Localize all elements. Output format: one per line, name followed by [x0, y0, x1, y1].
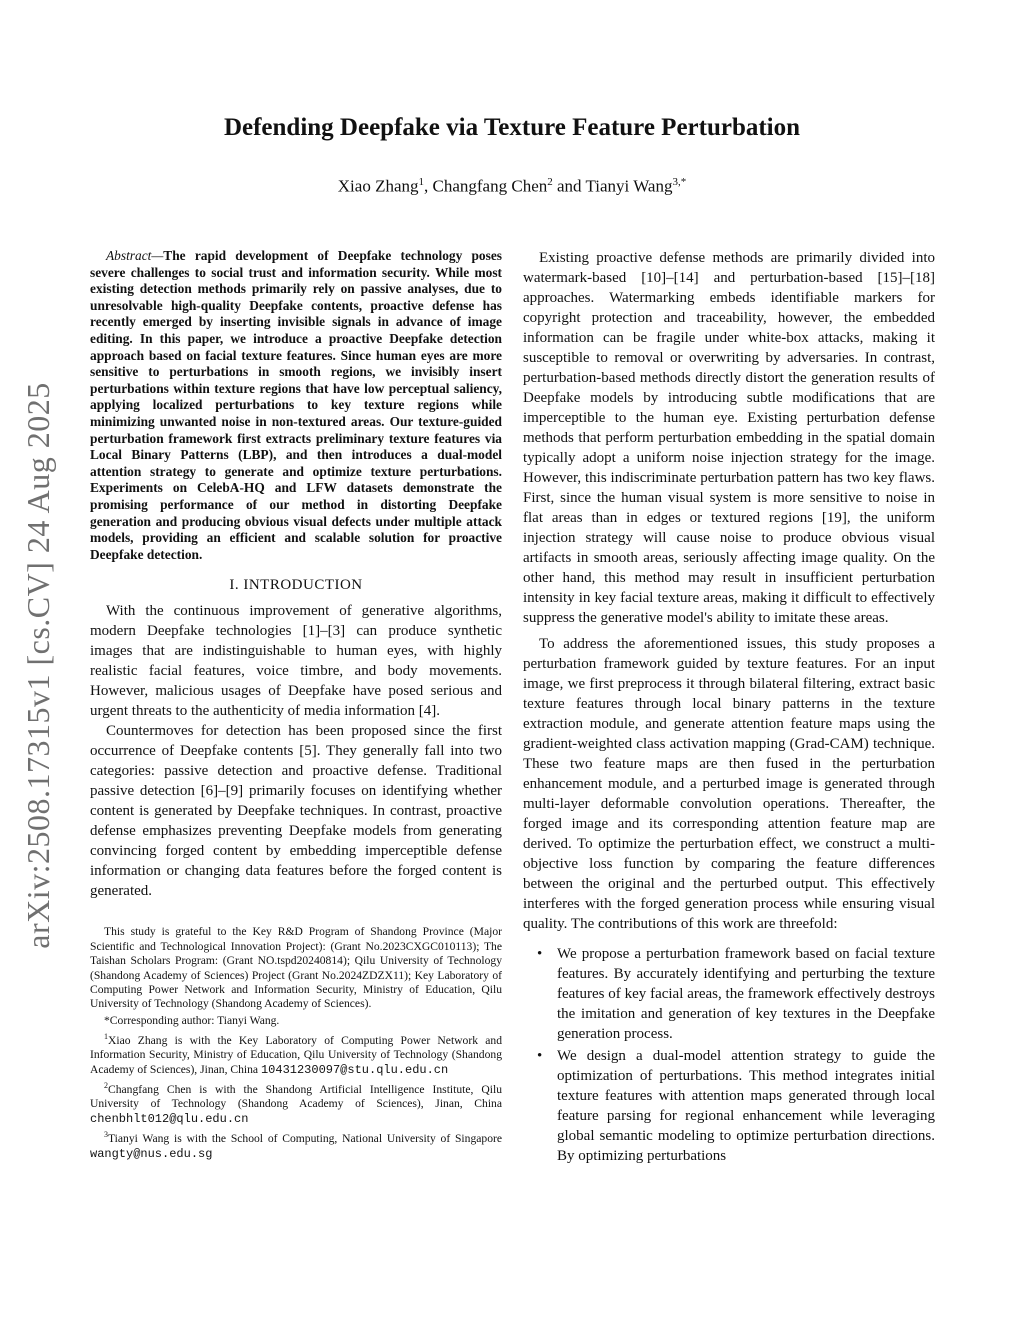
contribution-item — [523, 944, 935, 1044]
author-affiliation-mark: 3,* — [672, 176, 687, 188]
contribution-text: We design a dual-model attention strategy to guide the optimization of perturbations. This method integrates initial texture features with attention maps generated through local feature parsing for regional enhancement while leveraging global semantic modeling to optimize perturbation directions. By optimizing perturbations — [557, 1048, 935, 1164]
footnote-text: Tianyi Wang is with the School of Computing, National University of Singapore — [108, 1132, 502, 1146]
affiliation-footnote-2 — [90, 1079, 502, 1126]
paper-title: Defending Deepfake via Texture Feature Perturbation — [223, 114, 801, 141]
abstract-text: The rapid development of Deepfake technology poses severe challenges to social trust and information security. While most existing detection methods primarily rely on passive analyses, due to unresolvable high-quality Deepfake contents, proactive defense has recently emerged by inserting invisible signals in advance of image editing. In this paper, we introduce a proactive Deepfake detection approach based on facial texture features. Since human eyes are more sensitive to perturbations in smooth regions, we invisibly insert perturbations within texture regions that have low perceptual saliency, applying localized perturbations to key texture regions while minimizing unwanted noise in non-textured areas. Our texture-guided perturbation framework first extracts preliminary texture features via Local Binary Patterns (LBP), and then introduces a dual-model attention strategy to generate and optimize texture perturbations. Experiments on CelebA-HQ and LFW datasets demonstrate the promising performance of our method in distorting Deepfake generation and producing obvious visual defects under multiple attack models, providing an efficient and scalable solution for proactive Deepfake detection. — [90, 248, 502, 562]
body-paragraph-2: To address the aforementioned issues, this study proposes a perturbation framework guided by texture features. For an input image, we first preprocess it through bilateral filtering, extract basic texture features through local binary patterns in the texture extraction module, and generate attention feature maps using the gradient-weighted class activation mapping (Grad-CAM) technique. These two feature maps are then fused in the perturbation enhancement module, and a perturbed image is generated through multi-layer deformable convolution operations. Thereafter, the forged image and its corresponding attention feature map are derived. To optimize the perturbation effect, we construct a multi-objective loss function by comparing the feature differences between the original and the perturbed output. This effectively interferes with the forged generation process while ensuring visual quality. The contributions of this work are threefold: — [523, 636, 935, 932]
footnote-text: Changfang Chen is with the Shandong Artificial Intelligence Institute, Qilu University of Technology (Shandong Academy of Sciences), Jinan, China — [90, 1083, 502, 1111]
author-affiliation-mark: 1 — [418, 176, 425, 188]
abstract — [90, 248, 502, 563]
author-name: Tianyi Wang — [585, 176, 673, 196]
footnotes — [90, 925, 502, 1161]
footnote-mark: 3 — [104, 1130, 108, 1140]
left-column — [90, 248, 502, 1163]
affiliation-footnote-3 — [90, 1128, 502, 1161]
author-email-link[interactable]: 10431230097@stu.qlu.edu.cn — [260, 1062, 449, 1077]
author-list — [0, 176, 1024, 197]
right-column — [523, 248, 935, 1168]
arxiv-identifier-text: arXiv:2508.17315v1 [cs.CV] 24 Aug 2025 — [19, 381, 56, 949]
intro-paragraph-1: With the continuous improvement of generative algorithms, modern Deepfake technologies [1]–[3] can produce synthetic images that are indistinguishable to human eyes, with highly realistic facial features, voice timbre, and body movements. However, malicious usages of Deepfake have posed serious and urgent threats to the authenticity of media information [4]. — [90, 603, 502, 720]
bullet-icon: • — [537, 1048, 543, 1064]
author-name: Xiao Zhang — [337, 176, 419, 196]
author-email-link[interactable]: chenbhlt012@qlu.edu.cn — [90, 1111, 249, 1126]
corresponding-author-footnote: *Corresponding author: Tianyi Wang. — [104, 1013, 280, 1027]
author-affiliation-mark: 2 — [547, 176, 553, 188]
bullet-icon: • — [537, 946, 543, 962]
author-separator: , — [424, 176, 433, 196]
author-separator: and — [552, 176, 586, 196]
footnote-mark: 2 — [104, 1081, 108, 1091]
arxiv-identifier-stamp — [8, 365, 68, 965]
body-paragraph-1: Existing proactive defense methods are primarily divided into watermark-based [10]–[14] and perturbation-based [15]–[18] approaches. Watermarking embeds identifiable markers for copyright protection and traceability, however, the embedded information can be fragile under white-box attacks, making it susceptible to removal or overwriting by adversaries. In contrast, perturbation-based methods directly distort the generation results of Deepfake models by introducing subtle modifications that are imperceptible to the human eye. Existing perturbation defense methods that perform perturbation embedding in the spatial domain typically adopt a uniform noise injection strategy for the image. However, this indiscriminate perturbation pattern has two key flaws. First, since the human visual system is more sensitive to noise in flat areas than in edges or textured regions [19], the uniform injection strategy will cause noise to produce obvious visual artifacts in smooth areas, seriously affecting image quality. On the other hand, this method may result in insufficient perturbation intensity in key facial texture areas, making it difficult to effectively suppress the generative model's ability to imitate these areas. — [523, 250, 935, 626]
affiliation-footnote-1 — [90, 1030, 502, 1077]
contribution-text: We propose a perturbation framework based on facial texture features. By accurately identifying and perturbing the texture features of key facial areas, the framework effectively destroys the imitation and generation of key textures in the Deepfake generation process. — [557, 946, 935, 1042]
intro-paragraph-2: Countermoves for detection has been proposed since the first occurrence of Deepfake contents [5]. They generally fall into two categories: passive detection and proactive defense. Traditional passive detection [6]–[9] primarily focuses on identifying whether content is generated by Deepfake techniques. In contrast, proactive defense emphasizes preventing Deepfake models from generating convincing forged content by embedding imperceptible defense information or changing data features before the forged content is generated. — [90, 723, 502, 900]
author-name: Changfang Chen — [432, 176, 548, 196]
section-heading-introduction: I. INTRODUCTION — [229, 577, 363, 594]
contributions-list — [523, 944, 935, 1166]
footnote-mark: 1 — [104, 1032, 108, 1042]
footnote-text: Xiao Zhang is with the Key Laboratory of Computing Power Network and Information Security, Ministry of Education, Qilu University of Technology (Shandong Academy of Sciences), Jinan, China — [90, 1033, 502, 1076]
contribution-item — [523, 1046, 935, 1166]
author-email-link[interactable]: wangty@nus.edu.sg — [90, 1146, 213, 1161]
abstract-label: Abstract— — [106, 248, 164, 263]
funding-footnote: This study is grateful to the Key R&D Program of Shandong Province (Major Scientific and Technological Innovation Project): (Grant No.2023CXGC010113); The Taishan Scholars Program: (Grant NO.tspd20240814); Qilu University of Technology (Shandong Academy of Sciences) Project (Grant No.2024ZDZX11); Key Laboratory of Computing Power Network and Information Security, Ministry of Education, Qilu University of Technology (Shandong Academy of Sciences). — [90, 925, 502, 1011]
